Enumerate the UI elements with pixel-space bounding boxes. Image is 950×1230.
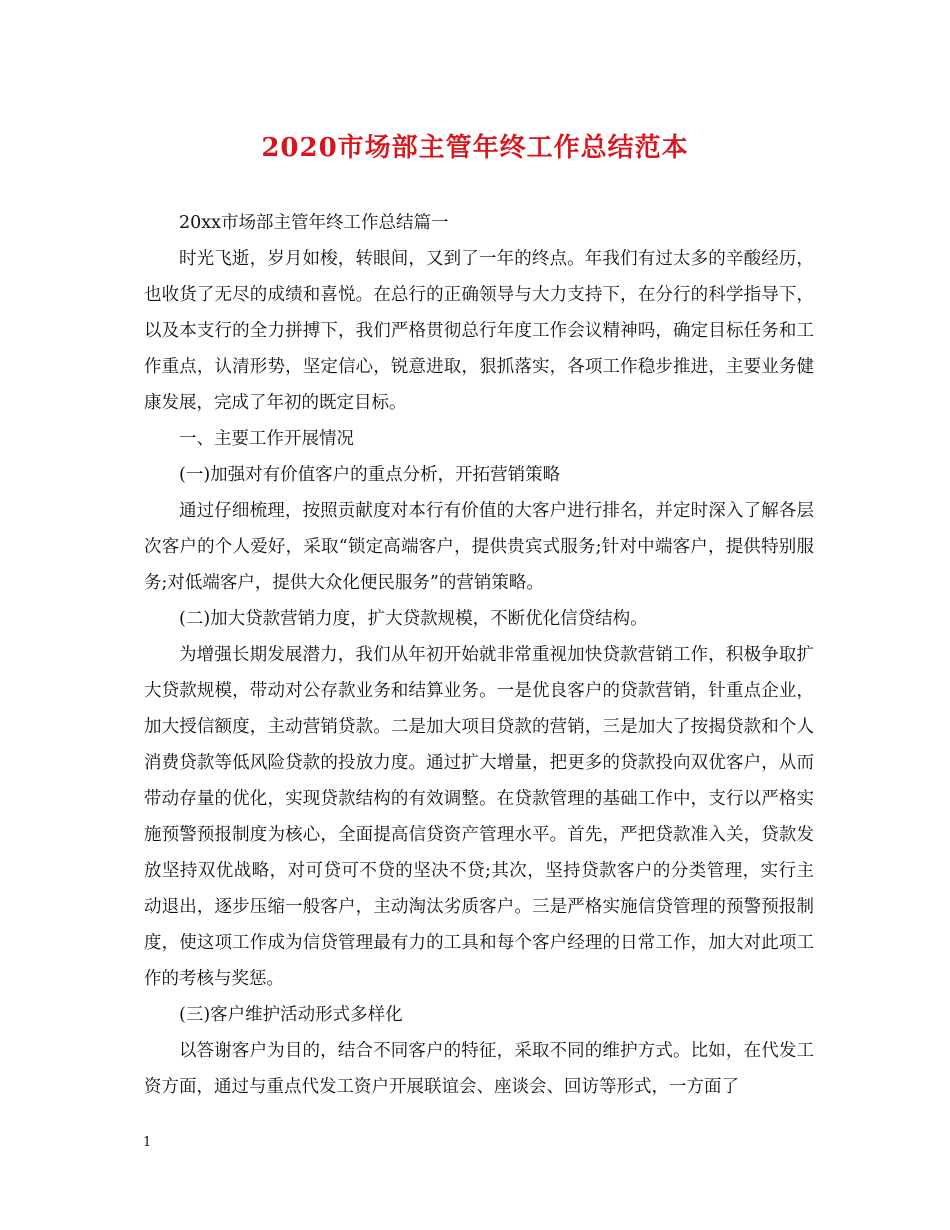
paragraph-main-heading: 一、主要工作开展情况 bbox=[179, 429, 354, 449]
page-number: 1 bbox=[143, 1135, 152, 1150]
paragraph-section-heading: 20xx市场部主管年终工作总结篇一 bbox=[179, 213, 449, 233]
paragraph-body-1: 通过仔细梳理，按照贡献度对本行有价值的大客户进行排名，并定时深入了解各层次客户的个人爱好，采取“锁定高端客户，提供贵宾式服务;针对中端客户，提供特别服务;对低端客户，提供大众化便民服务”的营销策略。 bbox=[144, 501, 814, 593]
document-body bbox=[144, 205, 814, 1105]
paragraph-body-2: 为增强长期发展潜力，我们从年初开始就非常重视加快贷款营销工作，积极争取扩大贷款规模，带动对公存款业务和结算业务。一是优良客户的贷款营销，针重点企业，加大授信额度，主动营销贷款。二是加大项目贷款的营销，三是加大了按揭贷款和个人消费贷款等低风险贷款的投放力度。通过扩大增量，把更多的贷款投向双优客户，从而带动存量的优化，实现贷款结构的有效调整。在贷款管理的基础工作中，支行以严格实施预警预报制度为核心，全面提高信贷资产管理水平。首先，严把贷款准入关，贷款发放坚持双优战略，对可贷可不贷的坚决不贷;其次，坚持贷款客户的分类管理，实行主动退出，逐步压缩一般客户，主动淘汰劣质客户。三是严格实施信贷管理的预警预报制度，使这项工作成为信贷管理最有力的工具和每个客户经理的日常工作，加大对此项工作的考核与奖惩。 bbox=[144, 645, 814, 989]
paragraph-intro: 时光飞逝，岁月如梭，转眼间，又到了一年的终点。年我们有过太多的辛酸经历，也收货了无尽的成绩和喜悦。在总行的正确领导与大力支持下，在分行的科学指导下，以及本支行的全力拼搏下，我们严格贯彻总行年度工作会议精神吗，确定目标任务和工作重点，认清形势，坚定信心，锐意进取，狠抓落实，各项工作稳步推进，主要业务健康发展，完成了年初的既定目标。 bbox=[144, 249, 814, 413]
paragraph-subheading-1: (一)加强对有价值客户的重点分析，开拓营销策略 bbox=[179, 465, 561, 485]
paragraph-subheading-2: (二)加大贷款营销力度，扩大贷款规模，不断优化信贷结构。 bbox=[179, 609, 648, 629]
paragraph-subheading-3: (三)客户维护活动形式多样化 bbox=[179, 1005, 403, 1025]
paragraph-body-3: 以答谢客户为目的，结合不同客户的特征，采取不同的维护方式。比如，在代发工资方面，通过与重点代发工资户开展联谊会、座谈会、回访等形式，一方面了 bbox=[144, 1041, 814, 1097]
document-title: 2020市场部主管年终工作总结范本 bbox=[261, 133, 689, 163]
